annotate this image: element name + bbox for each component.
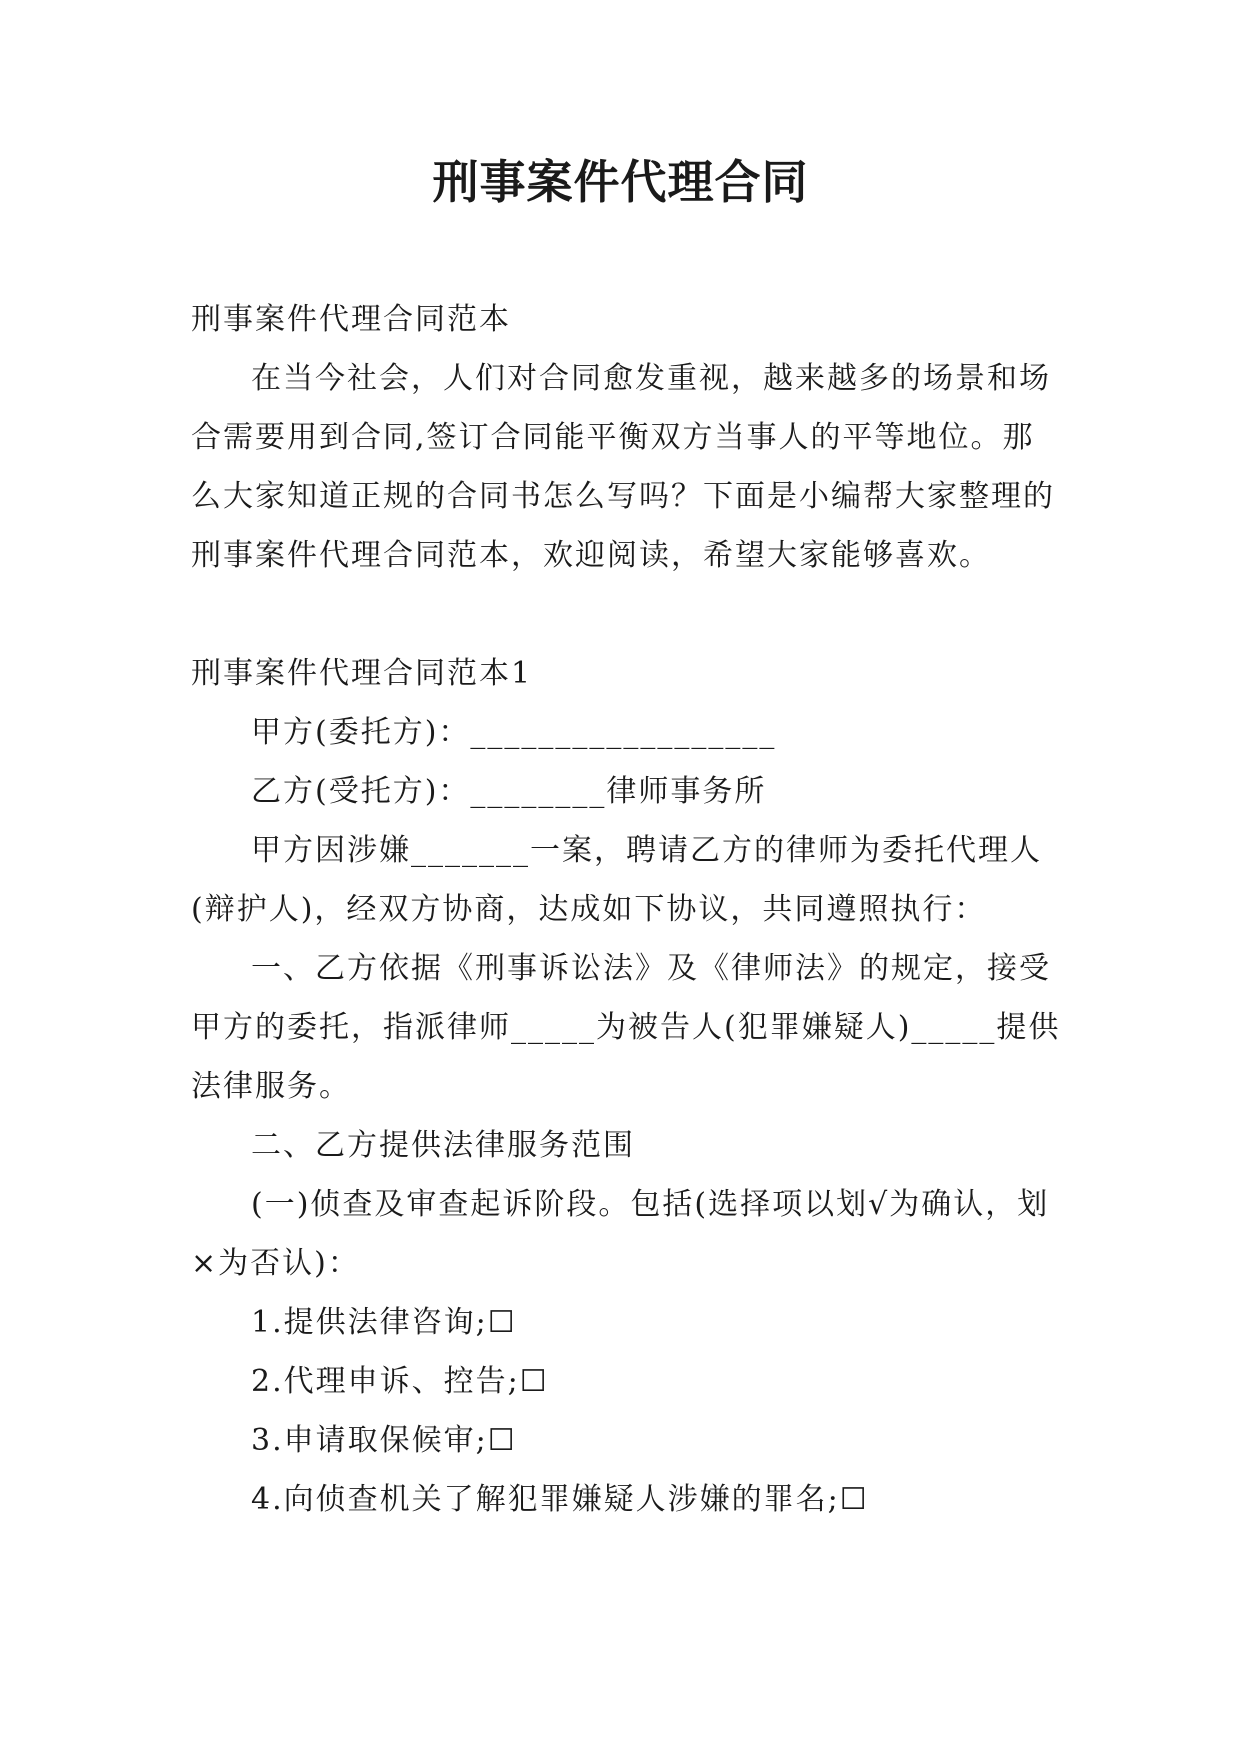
list-item: 4.向侦查机关了解犯罪嫌疑人涉嫌的罪名;☐ — [251, 1482, 869, 1517]
clause-intro: 甲方因涉嫌_______一案，聘请乙方的律师为委托代理人(辩护人)，经双方协商，达成如下协议，共同遵照执行： — [191, 833, 1042, 927]
list-item: 3.申请取保候审;☐ — [251, 1423, 517, 1458]
document-body — [191, 290, 1061, 1529]
document-title: 刑事案件代理合同 — [432, 155, 809, 209]
section-heading: 刑事案件代理合同范本1 — [191, 656, 533, 691]
list-item: 2.代理申诉、控告;☐ — [251, 1364, 549, 1399]
stage-1: (一)侦查及审查起诉阶段。包括(选择项以划√为确认，划×为否认)： — [191, 1187, 1050, 1281]
party-b-line: 乙方(受托方)：________律师事务所 — [251, 774, 767, 809]
list-item: 1.提供法律咨询;☐ — [251, 1305, 517, 1340]
party-a-line: 甲方(委托方)：__________________ — [251, 715, 777, 750]
subtitle: 刑事案件代理合同范本 — [191, 302, 511, 337]
clause-1: 一、乙方依据《刑事诉讼法》及《律师法》的规定，接受甲方的委托，指派律师_____为被告人(犯罪嫌疑人)_____提供法律服务。 — [191, 951, 1061, 1104]
intro-paragraph: 在当今社会，人们对合同愈发重视，越来越多的场景和场合需要用到合同,签订合同能平衡双方当事人的平等地位。那么大家知道正规的合同书怎么写吗？下面是小编帮大家整理的刑事案件代理合同范本，欢迎阅读，希望大家能够喜欢。 — [191, 361, 1055, 573]
paragraph-gap — [191, 585, 1061, 644]
clause-2: 二、乙方提供法律服务范围 — [251, 1128, 635, 1163]
